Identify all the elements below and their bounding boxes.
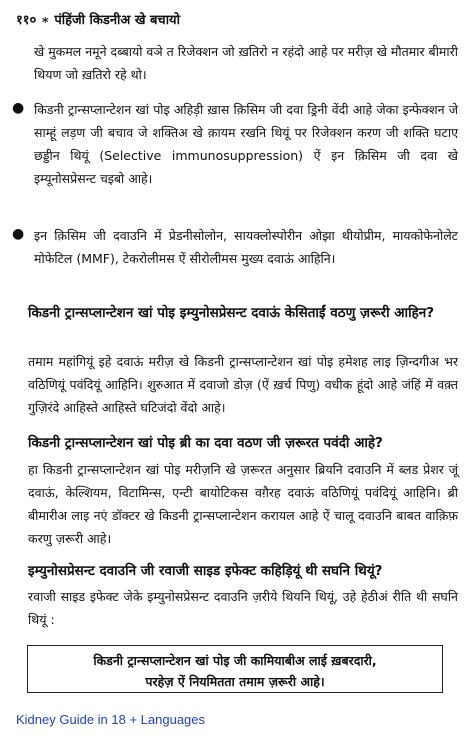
section-body: रवाजी साइड इफेक्ट जेके इम्युनोसप्रेसन्ट दवाउनि ज़रीये थियनि थियूं, उहे हेठीअं रीति थी सघनि थियूं : bbox=[28, 589, 458, 627]
highlight-line: परहेज़ ऐं नियमितता तमाम ज़रूरी आहे। bbox=[145, 674, 325, 689]
section-body: तमाम महांगियूं इहे दवाऊं मरीज़ खे किडनी ट्रान्सप्लान्टेशन खां पोइ हमेशह लाइ ज़िन्दगीअ भर वठिणियूं पवंदियूं आहिनि। शुरुआत में दवाजो डोज़ (ऐं ख़र्च पिणु) वधीक हूंदो आहे जंहिं में वक़्त गुज़िरंदे आहिस्ते आहिस्ते घटिजंदो वेंदो आहे। bbox=[28, 354, 458, 415]
bullet-item: किडनी ट्रान्सप्लान्टेशन खां पोइ अहिड़ी ख़ास क़िसिम जी दवा ड्रिनी वेंदी आहे जेका इन्फेक्शन जे साम्हूं लड़ण जी बचाव जे शक्तिअ खे क़ायम रखनि थियूं पर रिजेक्शन करण जी शक्ति घटाए छड्डीन थियूं (Selective immunosuppression) ऐं इन क़िसिम जी दवा खे इम्यूनोसप्रेसन्ट चइबो आहे। bbox=[34, 102, 458, 186]
section-heading: इम्युनोसप्रेसन्ट दवाउनि जी रवाजी साइड इफेक्ट कहिड़ियूं थी सघनि थियूं? bbox=[28, 563, 383, 579]
section-heading: किडनी ट्रान्सप्लान्टेशन खां पोइ ब्री का दवा वठण जी ज़रूरत पवंदी आहे? bbox=[28, 435, 383, 451]
footer-text: Kidney Guide in 18 + Languages bbox=[16, 712, 206, 727]
page-header: ११० ∗ पंहिंजी किडनीअ खे बचायो bbox=[16, 13, 180, 28]
highlight-line: किडनी ट्रान्सप्लान्टेशन खां पोइ जी कामियाबीअ लाई ख़बरदारी, bbox=[93, 653, 377, 668]
section-heading: किडनी ट्रान्सप्लान्टेशन खां पोइ इम्युनोसप्रेसन्ट दवाऊं केसिताईं वठणु ज़रूरी आहिन? bbox=[28, 305, 435, 321]
bullet-dot-icon: ● bbox=[12, 100, 25, 116]
highlight-box bbox=[27, 645, 443, 693]
section-body: हा किडनी ट्रान्सप्लान्टेशन खां पोइ मरीज़नि खे ज़रूरत अनुसार ब्रियनि दवाउनि में ब्लड प्रेशर जूं दवाऊं, केल्शियम, विटामिन्स, एन्टी बायोटिकस वग़ैरह दवाऊं वठिणियूं पवंदियूं आहिनि। ब्री बीमारीअ लाइ नएं डॉक्टर खे किडनी ट्रान्सप्लान्टेशन करायल आहे ऐं चालू दवाउनि बाबत वाक़िफ़ करणु ज़रूरी आहे। bbox=[28, 462, 458, 546]
intro-paragraph: खे मुकमल नमूने दब्बायो वञे त रिजेक्शन जो ख़तिरो न रहंदो आहे पर मरीज़ खे मौतमार बीमारी थियण जो ख़तिरो रहे थो। bbox=[34, 44, 458, 82]
bullet-dot-icon: ● bbox=[12, 226, 25, 242]
bullet-item: इन क़िसिम जी दवाउनि में प्रेडनीसोलोन, सायक्लोस्पोरीन ओझा थीयोप्रीम, मायकोफेनोलेट मोफेटिल (MMF), टेकरोलीमस ऐं सीरोलीमस मुख्य दवाऊं आहिनि। bbox=[34, 228, 458, 266]
